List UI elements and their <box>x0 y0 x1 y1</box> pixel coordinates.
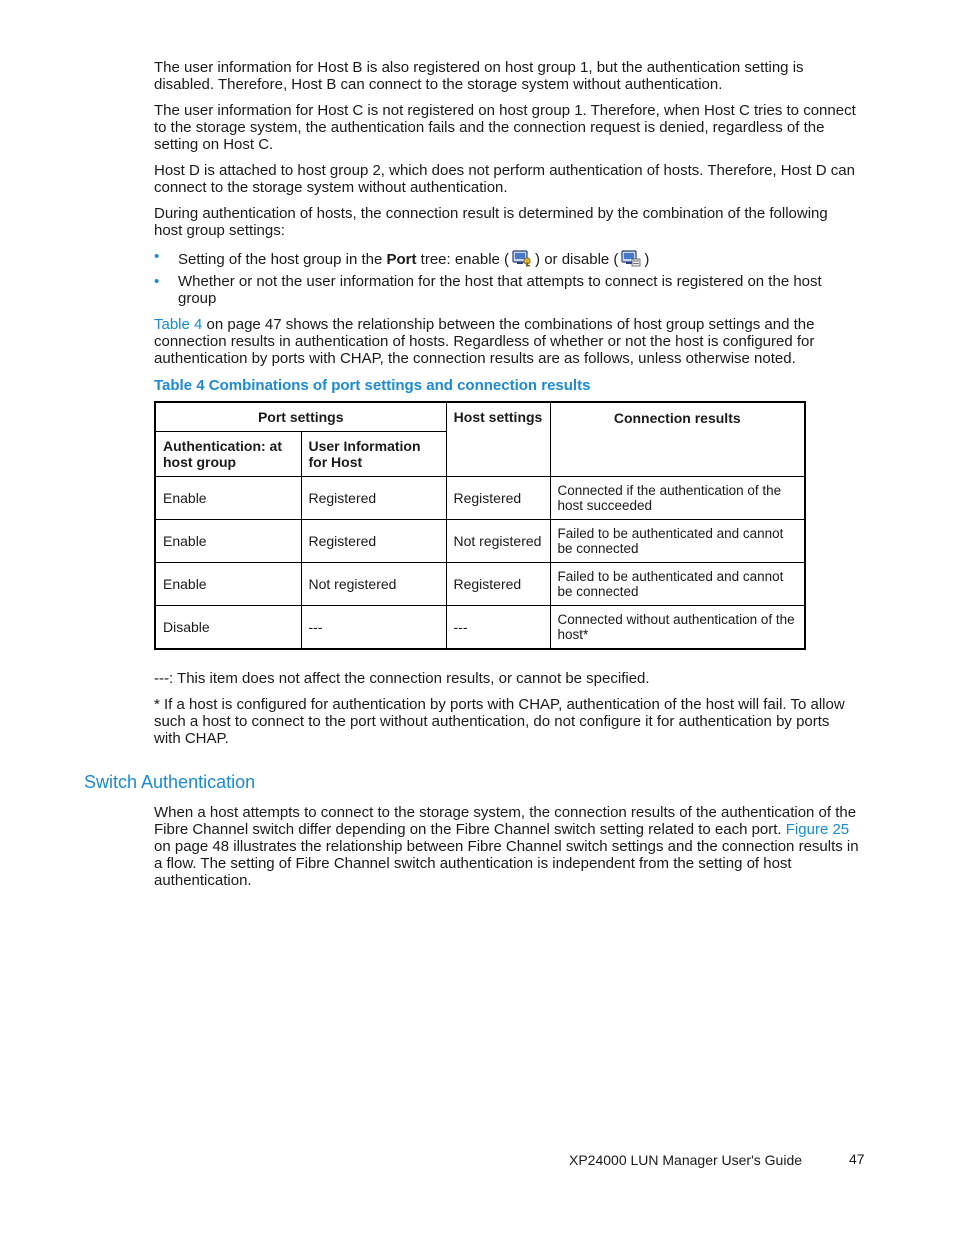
port-settings-table <box>154 401 806 650</box>
paragraph-host-c: The user information for Host C is not registered on host group 1. Therefore, when Host C tries to connect to the storage system, the authentication fails and the connection request is denied, regardless of the setting on Host C. <box>154 102 856 153</box>
header-connection-results: Connection results <box>550 402 805 477</box>
header-host-settings: Host settings <box>446 402 550 477</box>
paragraph-host-d: Host D is attached to host group 2, which does not perform authentication of hosts. Therefore, Host D can connect to the storage system without authentication. <box>154 162 855 196</box>
table-row: Disable --- --- Connected without authentication of the host* <box>155 606 805 650</box>
footer-guide-title: XP24000 LUN Manager User's Guide <box>569 1152 803 1168</box>
section-heading-switch-authentication: Switch Authentication <box>84 772 256 792</box>
note-dash-meaning: ---: This item does not affect the connection results, or cannot be specified. <box>154 670 650 687</box>
note-chap: * If a host is configured for authentication by ports with CHAP, authentication of the host will fail. To allow such a host to connect to the port without authentication, do not configure it for authentication by ports with CHAP. <box>154 696 845 747</box>
table-row: Enable Registered Registered Connected if the authentication of the host succeeded <box>155 477 805 520</box>
port-tree-label: Port <box>386 251 417 268</box>
bullet-item-port-tree: • Setting of the host group in the Port tree: enable ( ) or disable ( ) <box>154 248 650 268</box>
header-port-settings: Port settings <box>155 402 446 432</box>
footer-page-number: 47 <box>849 1151 865 1167</box>
header-auth-host-group: Authentication: at host group <box>155 432 301 477</box>
port-enabled-icon <box>511 248 533 268</box>
settings-bullet-list <box>154 248 860 307</box>
bullet-item-user-info: • Whether or not the user information for the host that attempts to connect is registered on the host group <box>154 273 822 307</box>
table-row: Enable Not registered Registered Failed to be authenticated and cannot be connected <box>155 563 805 606</box>
bullet-marker: • <box>154 273 160 290</box>
table-4-link[interactable]: Table 4 <box>154 316 203 333</box>
figure-25-link[interactable]: Figure 25 <box>785 821 850 838</box>
paragraph-table-intro: Table 4 on page 47 shows the relationship between the combinations of host group settings and the connection results in authentication of hosts. Regardless of whether or not the host is configured for authentication by ports with CHAP, the connection results are as follows, unless otherwise noted. <box>154 316 815 367</box>
port-disabled-icon <box>620 248 642 268</box>
main-content <box>154 59 860 756</box>
section-body-switch-authentication: When a host attempts to connect to the storage system, the connection results of the authentication of the Fibre Channel switch differ depending on the Fibre Channel switch setting related to each port. Figure 25 on page 48 illustrates the relationship between Fibre Channel switch settings and the connection results in a flow. The setting of Fibre Channel switch authentication is independent from the setting of host authentication. <box>154 804 859 889</box>
bullet-marker: • <box>154 248 160 265</box>
paragraph-host-b: The user information for Host B is also registered on host group 1, but the authentication setting is disabled. Therefore, Host B can connect to the storage system without authentication. <box>154 59 804 93</box>
table-caption: Table 4 Combinations of port settings and connection results <box>154 377 591 394</box>
paragraph-settings-intro: During authentication of hosts, the connection result is determined by the combination of the following host group settings: <box>154 205 828 239</box>
table-row: Enable Registered Not registered Failed to be authenticated and cannot be connected <box>155 520 805 563</box>
header-user-info-for-host: User Information for Host <box>301 432 446 477</box>
